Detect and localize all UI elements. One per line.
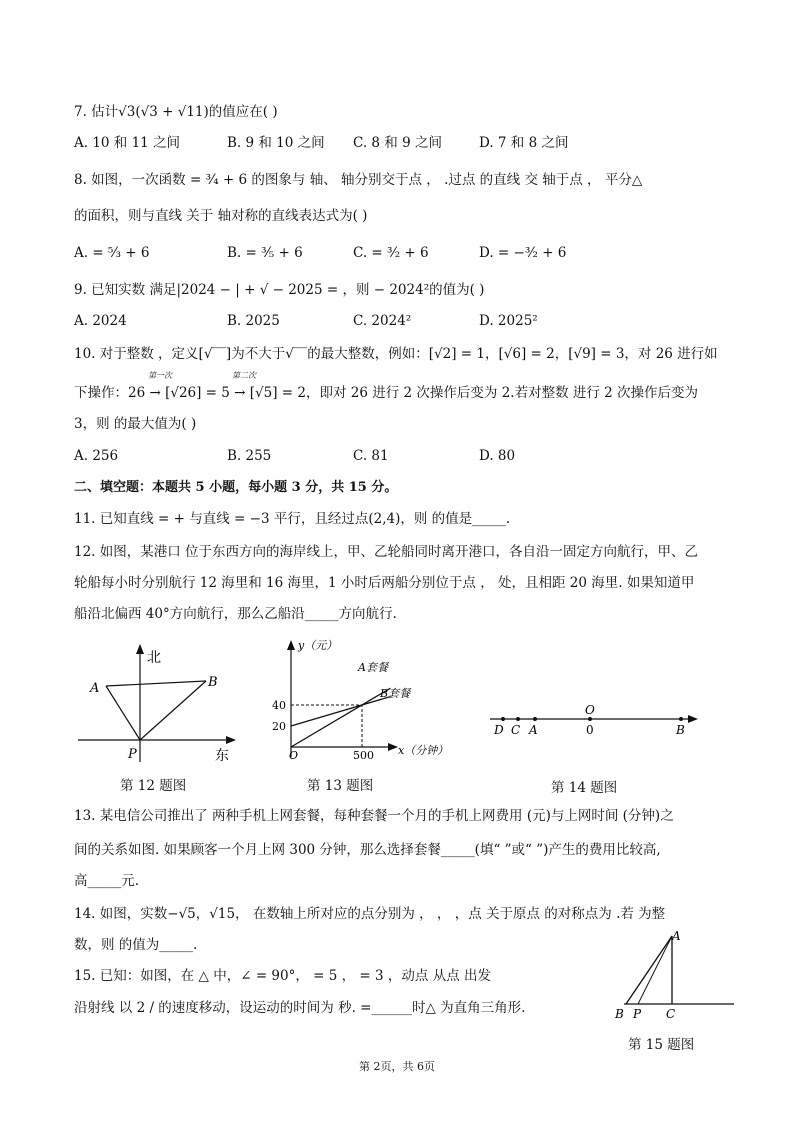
- point-b-dot: [679, 717, 683, 721]
- north-label: 北: [147, 650, 161, 666]
- q12-stem-1: 12. 如图，某港口 位于东西方向的海岸线上，甲、乙轮船同时离开港口，各自沿一固定方向航行，甲、乙: [74, 544, 699, 560]
- q8-stem-2: 的面积，则与直线 关于 轴对称的直线表达式为( ): [74, 208, 368, 224]
- q9-option-c: C. 2024²: [353, 313, 412, 329]
- figure-13-caption: 第 13 题图: [307, 778, 374, 794]
- q13-stem-3: 高_____元.: [74, 873, 140, 889]
- y-tick-20: 20: [272, 720, 286, 733]
- point-c-label: C: [511, 723, 521, 737]
- q7-stem: 7. 估计√3(√3 + √11)的值应在( ): [74, 104, 278, 120]
- q7-option-d: D. 7 和 8 之间: [479, 135, 569, 151]
- x-axis-arrow-icon: [388, 743, 398, 751]
- figure-13-chart: [262, 635, 462, 765]
- q7-option-a: A. 10 和 11 之间: [74, 135, 181, 151]
- q8-option-b: B. = ³⁄₅ + 6: [227, 245, 303, 261]
- point-d-label: D: [494, 723, 504, 737]
- q8-option-a: A. = ⁵⁄₃ + 6: [74, 245, 150, 261]
- q10-option-d: D. 80: [479, 448, 516, 464]
- figure-14-caption: 第 14 题图: [551, 780, 618, 796]
- q9-option-d: D. 2025²: [479, 313, 538, 329]
- series-b-label: B套餐: [380, 687, 411, 700]
- figure-12-caption: 第 12 题图: [120, 778, 187, 794]
- q10-option-b: B. 255: [227, 448, 272, 464]
- q7-option-b: B. 9 和 10 之间: [227, 135, 325, 151]
- figure-14-number-line: [486, 700, 702, 740]
- point-a-label: A: [90, 681, 100, 696]
- q10-step-label-1: 第一次: [148, 371, 172, 380]
- point-b-label: B: [208, 675, 218, 690]
- q8-option-d: D. = −³⁄₂ + 6: [479, 245, 567, 261]
- q12-stem-3: 船沿北偏西 40°方向航行，那么乙船沿_____方向航行.: [74, 606, 397, 622]
- q7-option-c: C. 8 和 9 之间: [353, 135, 442, 151]
- point-o-dot: [588, 717, 592, 721]
- point-p-label: P: [128, 747, 137, 762]
- origin-o-label: O: [585, 703, 595, 717]
- q10-option-a: A. 256: [74, 448, 119, 464]
- point-d-dot: [501, 717, 505, 721]
- origin-label: O: [289, 749, 299, 762]
- q10-stem-3: 3，则 的最大值为( ): [74, 416, 197, 432]
- point-a-label: A: [529, 723, 538, 737]
- q8-stem-1: 8. 如图，一次函数 = ³⁄₄ + 6 的图象与 轴、 轴分别交于点 ， .过点 的直线 交 轴于点 ， 平分△: [74, 172, 643, 188]
- q10-step-label-2: 第二次: [232, 371, 256, 380]
- q13-stem-1: 13. 某电信公司推出了 两种手机上网套餐，每种套餐一个月的手机上网费用 (元)与上网时间 (分钟)之: [74, 808, 674, 824]
- point-p-label: P: [633, 1007, 642, 1020]
- q12-stem-2: 轮船每小时分别航行 12 海里和 16 海里，1 小时后两船分别位于点 ， 处，且相距 20 海里. 如果知道甲: [74, 575, 695, 591]
- q13-stem-2: 间的关系如图. 如果顾客一个月上网 300 分钟，那么选择套餐_____(填“ ”或“ ”)产生的费用比较高,: [74, 842, 661, 858]
- q14-stem-2: 数，则 的值为_____.: [74, 937, 198, 953]
- figure-12: [70, 640, 240, 765]
- x-tick-500: 500: [353, 749, 374, 762]
- y-axis-arrow-icon: [287, 640, 295, 650]
- figure-15-caption: 第 15 题图: [628, 1037, 695, 1053]
- north-arrow-icon: [136, 644, 144, 654]
- point-b-label: B: [615, 1007, 624, 1020]
- q10-stem-1: 10. 对于整数 ，定义[√‾‾]为不大于√‾‾的最大整数，例如：[√2] = 1，[√6] = 2，[√9] = 3，对 26 进行如: [74, 346, 718, 362]
- q9-option-a: A. 2024: [74, 313, 127, 329]
- point-b-label: B: [676, 723, 685, 737]
- q10-option-c: C. 81: [353, 448, 389, 464]
- series-a-label: A套餐: [358, 661, 388, 674]
- east-label: 东: [215, 748, 229, 764]
- q10-stem-2: 下操作：26 → [√26] = 5 → [√5] = 2，即对 26 进行 2 次操作后变为 2.若对整数 进行 2 次操作后变为: [74, 385, 699, 401]
- q9-stem: 9. 已知实数 满足|2024 − | + √ − 2025 = ，则 − 2024²的值为( ): [74, 282, 485, 298]
- q15-stem-1: 15. 已知：如图，在 △ 中，∠ = 90°， = 5 ， = 3 ，动点 从点 出发: [74, 968, 491, 984]
- q14-stem-1: 14. 如图，实数−√5，√15， 在数轴上所对应的点分别为 ， ， ，点 关于原点 的对称点为 .若 为整: [74, 906, 666, 922]
- zero-label: 0: [586, 723, 594, 737]
- series-b-line: [291, 697, 390, 726]
- y-axis-label: y（元）: [298, 639, 338, 652]
- point-a-label: A: [672, 929, 681, 943]
- q9-option-b: B. 2025: [227, 313, 280, 329]
- q11-stem: 11. 已知直线 = + 与直线 = −3 平行，且经过点(2,4)，则 的值是_____.: [74, 511, 511, 527]
- east-arrow-icon: [226, 736, 236, 744]
- point-a-dot: [533, 717, 537, 721]
- x-axis-label: x（分钟）: [398, 744, 449, 757]
- point-c-dot: [516, 717, 520, 721]
- figure-15: [612, 928, 738, 1020]
- segment-ap: [638, 936, 672, 1004]
- number-line-arrow-icon: [688, 715, 698, 723]
- page-footer: 第 2页，共 6页: [359, 1060, 435, 1073]
- y-tick-40: 40: [272, 699, 286, 712]
- q15-stem-2: 沿射线 以 2 / 的速度移动，设运动的时间为 秒. =______时△ 为直角三角形.: [74, 1000, 526, 1016]
- q8-option-c: C. = ³⁄₂ + 6: [353, 245, 429, 261]
- section-2-title: 二、填空题：本题共 5 小题，每小题 3 分，共 15 分。: [74, 480, 398, 495]
- series-a-line: [291, 688, 390, 747]
- point-c-label: C: [666, 1007, 676, 1020]
